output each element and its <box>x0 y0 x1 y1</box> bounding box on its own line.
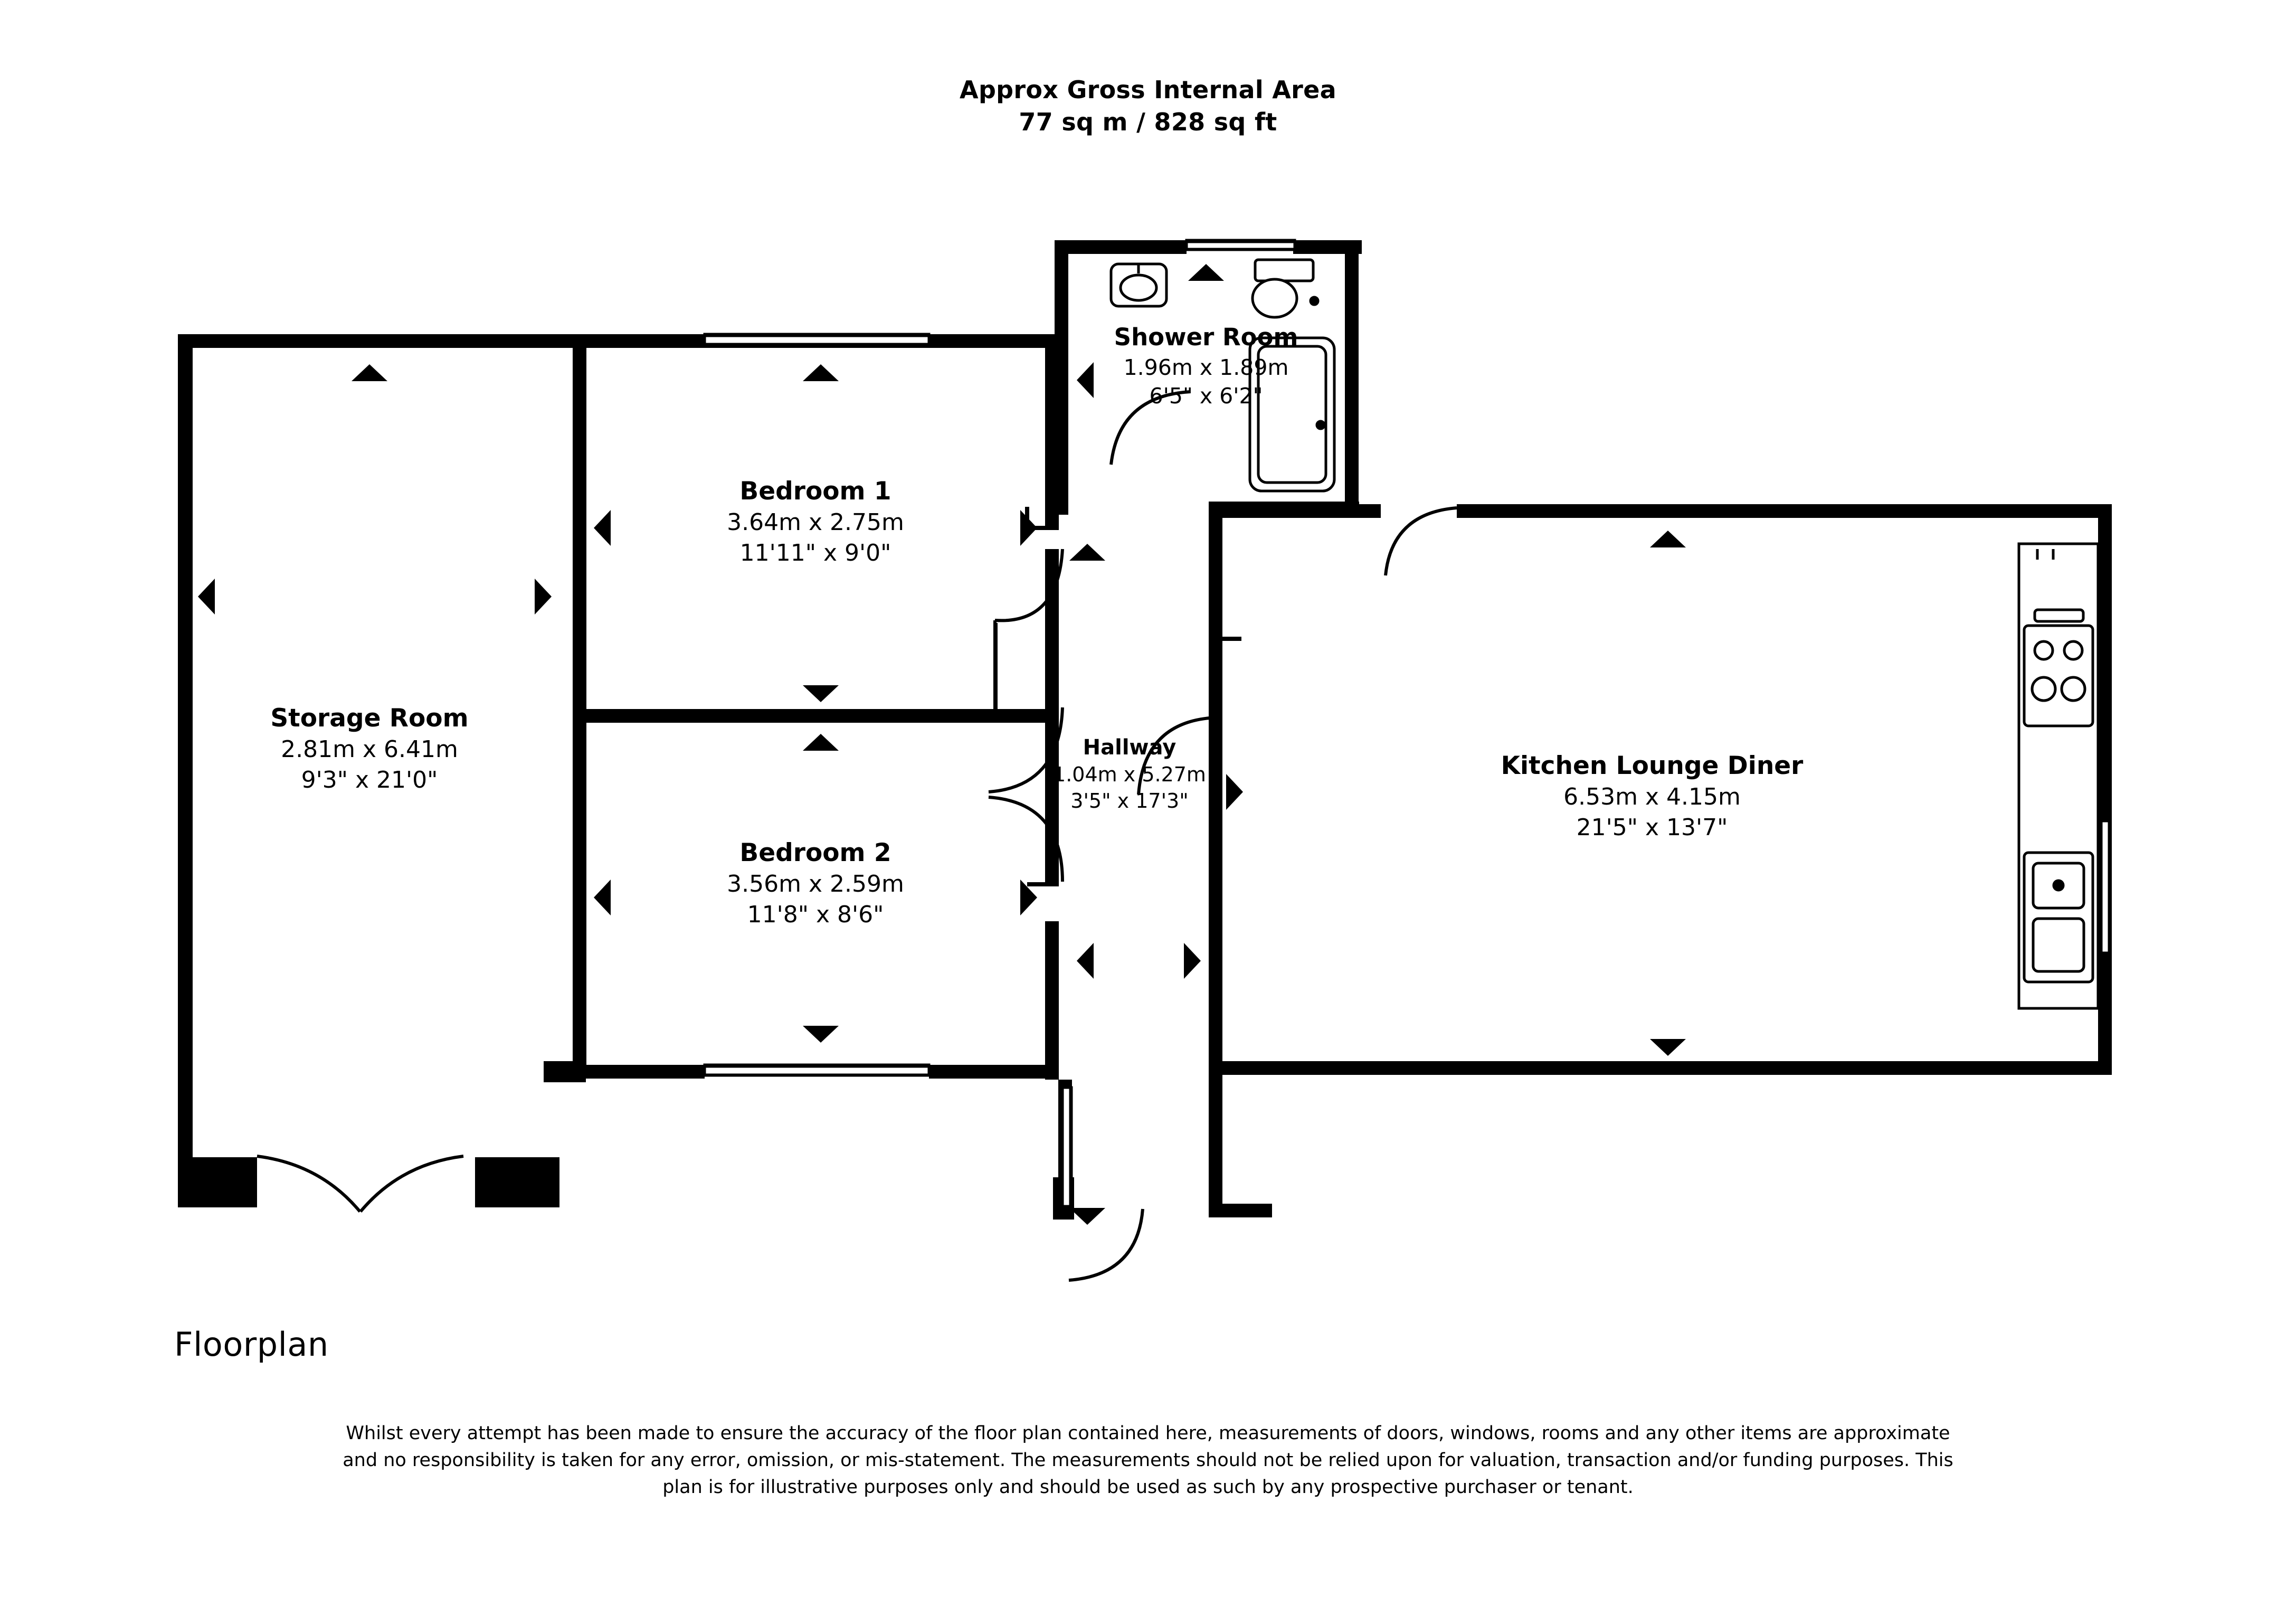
room-label-storage-room <box>185 702 554 796</box>
disclaimer-text: Whilst every attempt has been made to ensure the accuracy of the floor plan contained here, measurements of doors, windows, rooms and any other items are approximate and no responsibility is taken for any error, omission, or mis-statement. The measurements should not be relied upon for valuation, transaction and/or funding purposes. This plan is for illustrative purposes only and should be used as such by any prospective purchaser or tenant. <box>343 1423 1953 1498</box>
window-bedroom-1 <box>705 334 929 345</box>
room-dim-imperial-bedroom-2: 11'8" x 8'6" <box>747 901 884 929</box>
room-dim-imperial-kitchen-lounge-diner: 21'5" x 13'7" <box>1576 814 1728 842</box>
room-label-bedroom-1 <box>623 475 1008 569</box>
page-title: Floorplan <box>174 1325 329 1364</box>
room-dim-imperial-shower-room: 6'5" x 6'2" <box>1149 383 1263 409</box>
arrow-hallway-bottom <box>1069 1208 1105 1225</box>
room-dim-imperial-hallway: 3'5" x 17'3" <box>1070 789 1189 813</box>
gross-area-line-2: 77 sq m / 828 sq ft <box>1019 107 1277 136</box>
room-name-hallway: Hallway <box>1083 735 1177 760</box>
window-hallway-entrance <box>1061 1088 1071 1206</box>
room-name-kitchen-lounge-diner: Kitchen Lounge Diner <box>1501 751 1804 780</box>
arrow-hallway-top <box>1069 544 1105 561</box>
toilet-icon <box>1253 260 1318 317</box>
room-label-kitchen-lounge-diner <box>1330 750 1974 843</box>
arrow-storage-top <box>352 364 387 381</box>
arrow-bedroom1-top <box>803 364 839 381</box>
window-kitchen <box>2100 821 2110 953</box>
room-dim-metric-shower-room: 1.96m x 1.89m <box>1123 354 1289 380</box>
arrow-storage-right <box>535 579 552 615</box>
door-storage-right <box>360 1156 463 1212</box>
door-storage-left <box>257 1156 360 1212</box>
room-label-bedroom-2 <box>623 837 1008 930</box>
sink-icon <box>1111 264 1166 306</box>
window-bedroom-2 <box>705 1065 929 1075</box>
room-dim-metric-bedroom-1: 3.64m x 2.75m <box>727 509 904 536</box>
arrow-bedroom2-left <box>594 880 611 915</box>
room-dim-metric-kitchen-lounge-diner: 6.53m x 4.15m <box>1563 783 1741 811</box>
arrow-kitchen-bottom <box>1650 1039 1686 1056</box>
arrow-bedroom2-bottom <box>803 1026 839 1043</box>
room-dim-metric-storage-room: 2.81m x 6.41m <box>281 736 458 763</box>
door-kitchen <box>1386 508 1457 575</box>
arrow-bedroom1-bottom <box>803 685 839 702</box>
hallway-jogs <box>995 507 1241 884</box>
arrow-hallway-right <box>1184 943 1201 979</box>
room-name-shower-room: Shower Room <box>1114 323 1298 351</box>
kitchen-sink-icon <box>2024 853 2093 982</box>
window-shower-room <box>1187 240 1295 250</box>
arrow-bedroom1-left <box>594 510 611 546</box>
gross-area-line-1: Approx Gross Internal Area <box>960 75 1336 104</box>
arrow-storage-left <box>198 579 215 615</box>
room-dim-metric-hallway: 1.04m x 5.27m <box>1053 763 1206 786</box>
room-name-bedroom-1: Bedroom 1 <box>739 477 891 506</box>
hob-icon <box>2024 610 2093 726</box>
room-name-bedroom-2: Bedroom 2 <box>739 838 891 867</box>
arrow-shower-top <box>1188 264 1224 281</box>
arrow-kitchen-top <box>1650 531 1686 547</box>
arrow-bedroom2-top <box>803 734 839 751</box>
room-dim-imperial-bedroom-1: 11'11" x 9'0" <box>739 540 891 567</box>
room-name-storage-room: Storage Room <box>270 704 469 733</box>
room-dim-metric-bedroom-2: 3.56m x 2.59m <box>727 871 904 898</box>
kitchen-fixtures <box>2019 544 2098 1008</box>
room-dim-imperial-storage-room: 9'3" x 21'0" <box>301 767 438 794</box>
door-entrance <box>1069 1209 1143 1280</box>
room-label-hallway <box>950 734 1309 814</box>
room-label-shower-room <box>979 322 1433 410</box>
arrow-hallway-left <box>1077 943 1094 979</box>
